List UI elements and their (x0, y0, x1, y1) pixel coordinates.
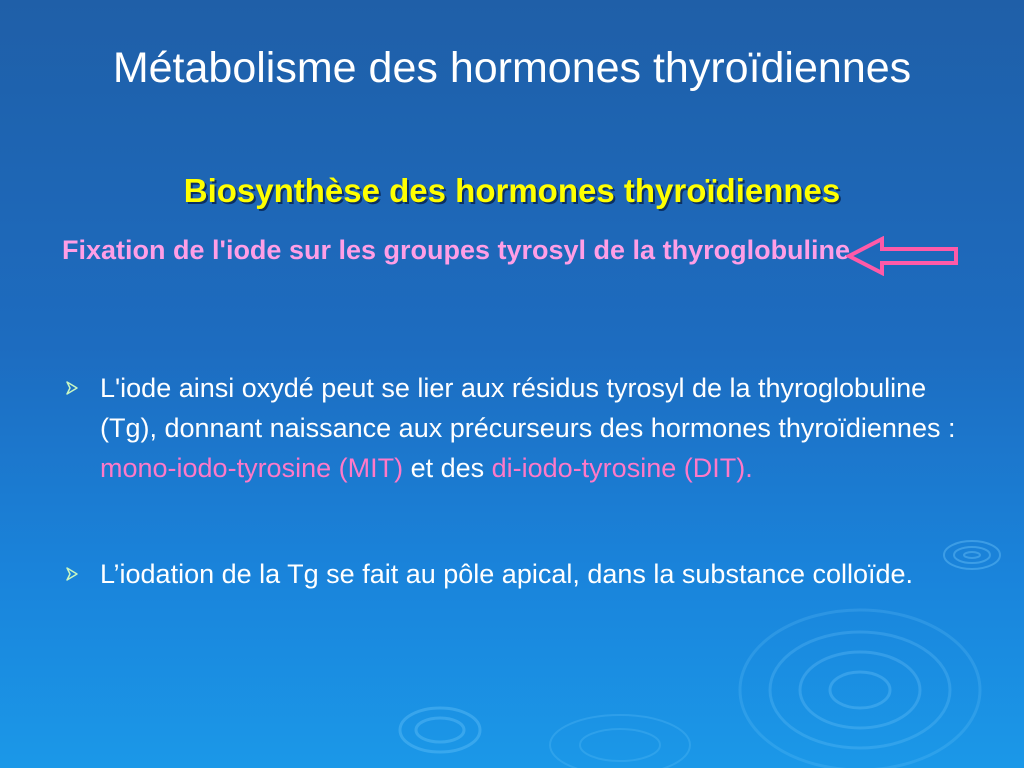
list-item (60, 368, 960, 488)
bullet-text: L’iodation de la Tg se fait au pôle apical, dans la substance colloïde. (100, 559, 914, 589)
mit-highlight: mono-iodo-tyrosine (MIT) (100, 453, 404, 483)
section-heading: Fixation de l'iode sur les groupes tyrosyl de la thyroglobuline (62, 235, 851, 265)
slide-title: Métabolisme des hormones thyroïdiennes (112, 44, 912, 92)
left-arrow-icon (846, 236, 960, 276)
dit-highlight: di-iodo-tyrosine (DIT). (491, 453, 753, 483)
bullet-list (60, 368, 960, 660)
slide-subtitle: Biosynthèse des hormones thyroïdiennes (183, 172, 841, 209)
bullet-text-middle: et des (403, 453, 492, 483)
chevron-arrow-icon (64, 566, 80, 582)
bullet-text: L'iode ainsi oxydé peut se lier aux résidus tyrosyl de la thyroglobuline (Tg), donnant naissance aux précurseurs des hormones thyroïdiennes : (100, 373, 956, 443)
list-item (60, 554, 960, 594)
chevron-arrow-icon (64, 380, 80, 396)
